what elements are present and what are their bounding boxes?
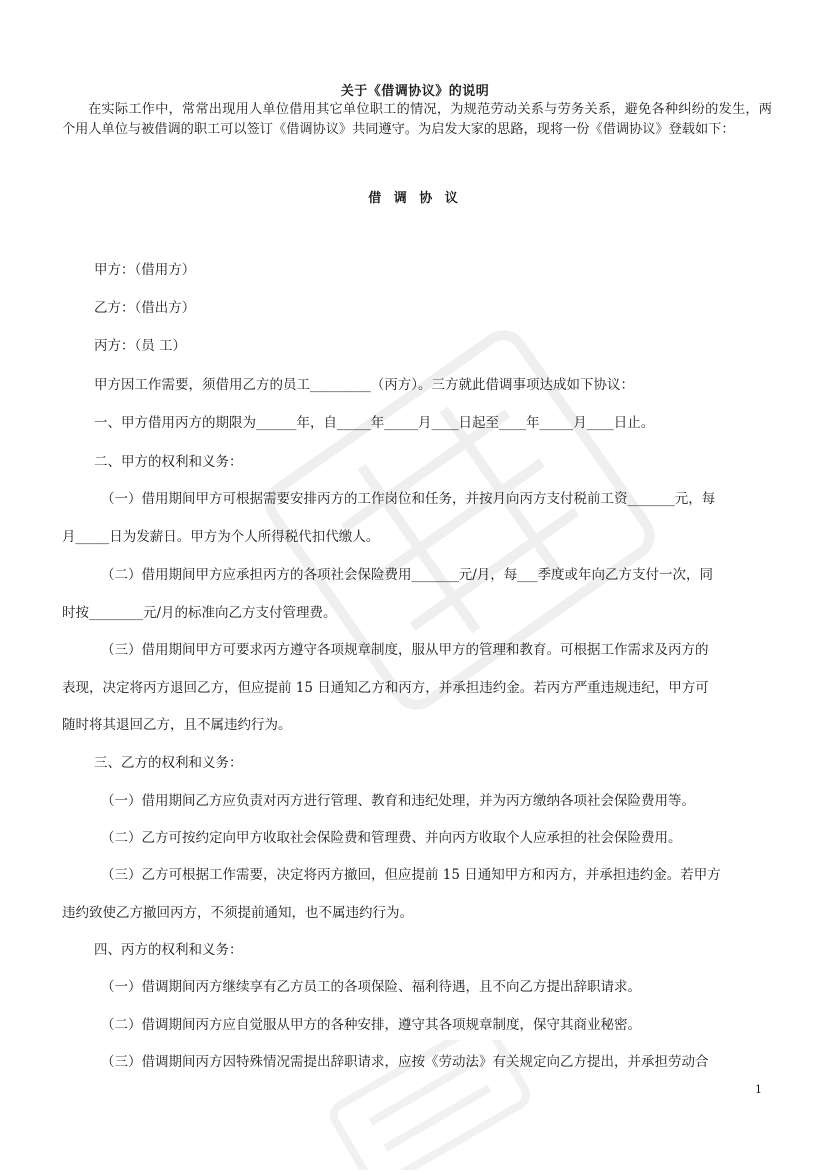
watermark-logo (250, 260, 670, 780)
party-c: 丙方：（员 工） (94, 338, 187, 354)
preamble: 甲方因工作需要，须借用乙方的员工_________（丙方）。三方就此借调事项达成如下协议： (94, 377, 634, 393)
party-b: 乙方：（借出方） (94, 300, 196, 316)
page-number: 1 (755, 1083, 762, 1096)
s2-item3-line2: 表现，决定将丙方退回乙方，但应提前 15 日通知乙方和丙方，并承担违约金。若丙方严重违规违纪，甲方可 (62, 680, 709, 696)
s2-item1-line1: （一）借用期间甲方可根据需要安排丙方的工作岗位和任务，并按月向丙方支付税前工资_______元，每 (101, 491, 716, 507)
s4-item1: （一）借调期间丙方继续享有乙方员工的各项保险、福利待遇，且不向乙方提出辞职请求。 (101, 979, 641, 995)
agreement-title: 借 调 协 议 (368, 191, 462, 206)
clause-term: 一、甲方借用丙方的期限为______年，自_____年_____月____日起至____年_____月____日止。 (94, 415, 655, 431)
party-a: 甲方：（借用方） (94, 262, 196, 278)
s2-item3-line1: （三）借用期间甲方可要求丙方遵守各项规章制度，服从甲方的管理和教育。可根据工作需求及丙方的 (101, 642, 709, 658)
s4-item2: （二）借调期间丙方应自觉服从甲方的各种安排，遵守其各项规章制度，保守其商业秘密。 (101, 1017, 641, 1033)
s3-item2: （二）乙方可按约定向甲方收取社会保险费和管理费、并向丙方收取个人应承担的社会保险费用。 (101, 830, 682, 846)
s3-item1: （一）借用期间乙方应负责对丙方进行管理、教育和违纪处理，并为丙方缴纳各项社会保险费用等。 (101, 793, 695, 809)
s2-item1-line2: 月_____日为发薪日。甲方为个人所得税代扣代缴人。 (62, 529, 380, 545)
s2-item2-line2: 时按________元/月的标准向乙方支付管理费。 (62, 605, 337, 621)
section-4-heading: 四、丙方的权利和义务： (94, 942, 243, 958)
s2-item2-line1: （二）借用期间甲方应承担丙方的各项社会保险费用_______元/月，每___季度或年向乙方支付一次，同 (101, 567, 714, 583)
page-title: 关于《借调协议》的说明 (340, 84, 490, 99)
s2-item3-line3: 随时将其退回乙方，且不属违约行为。 (62, 717, 292, 733)
section-3-heading: 三、乙方的权利和义务： (94, 755, 243, 771)
s3-item3-line1: （三）乙方可根据工作需要，决定将丙方撤回，但应提前 15 日通知甲方和丙方，并承担违约金。若甲方 (101, 867, 721, 883)
s4-item3-line1: （三）借调期间丙方因特殊情况需提出辞职请求，应按《劳动法》有关规定向乙方提出，并承担劳动合 (101, 1054, 709, 1070)
section-2-heading: 二、甲方的权利和义务： (94, 454, 243, 470)
s3-item3-line2: 违约致使乙方撤回丙方，不须提前通知，也不属违约行为。 (62, 905, 413, 921)
intro-paragraph: 在实际工作中，常常出现用人单位借用其它单位职工的情况，为规范劳动关系与劳务关系，避免各种纠纷的发生，两个用人单位与被借调的职工可以签订《借调协议》共同遵守。为启发大家的思路，现将一份《借调协议》登载如下： (62, 102, 772, 137)
